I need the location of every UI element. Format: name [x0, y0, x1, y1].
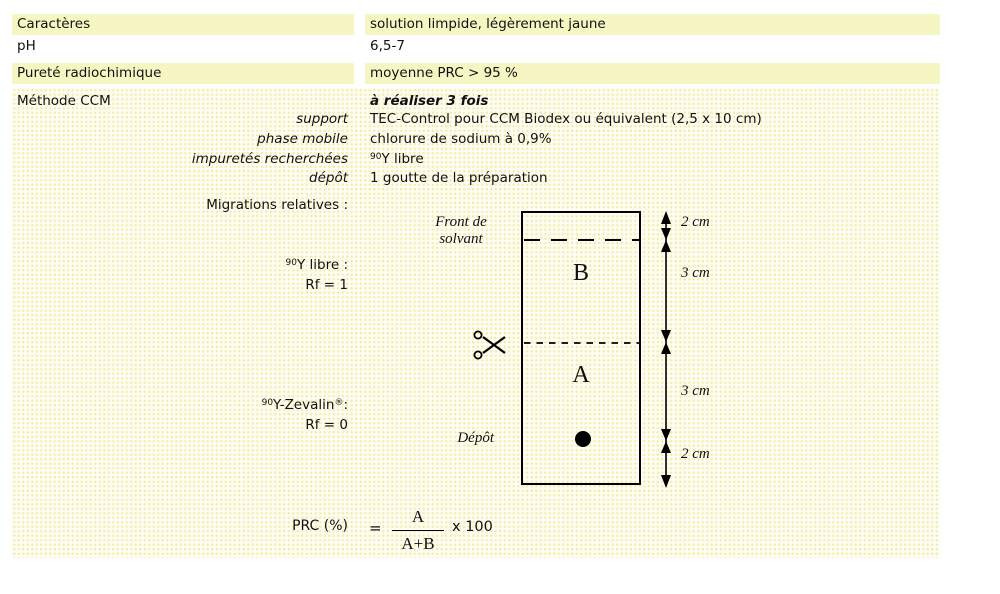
param-value-depot: 1 goutte de la préparation [370, 170, 548, 186]
measure-3cm-lower: 3 cm [681, 383, 710, 399]
y-libre-label [100, 256, 348, 277]
solvent-front-line2: solvant [439, 231, 483, 247]
param-value-support: TEC-Control pour CCM Biodex ou équivalent (2,5 x 10 cm) [370, 111, 762, 127]
measure-3cm-upper: 3 cm [681, 265, 710, 281]
row-purete-value: moyenne PRC > 95 % [365, 63, 940, 84]
param-value-phase-mobile: chlorure de sodium à 0,9% [370, 131, 552, 147]
depot-label: Dépôt [457, 430, 494, 446]
zevalin-colon: : [343, 397, 348, 413]
method-note: à réaliser 3 fois [370, 93, 489, 109]
param-value-impuretes-text: Y libre [381, 151, 424, 167]
param-name-impuretes: impuretés recherchées [191, 151, 348, 167]
zone-a-label: A [572, 362, 590, 388]
row-purete-label: Pureté radiochimique [12, 63, 354, 84]
tlc-strip [521, 211, 641, 485]
param-name-phase-mobile: phase mobile [257, 131, 348, 147]
formula-equals: = [369, 519, 382, 537]
solvent-front-label [424, 214, 498, 248]
measure-2cm-bottom: 2 cm [681, 446, 710, 462]
solvent-front-line1: Front de [435, 214, 487, 230]
registered-mark: ® [334, 398, 344, 408]
param-value-impuretes [370, 150, 424, 171]
measure-2cm-top: 2 cm [681, 214, 710, 230]
formula-label: PRC (%) [292, 518, 348, 534]
formula-numerator: A [411, 507, 425, 526]
isotope-superscript: 90 [261, 398, 274, 408]
row-caracteres-label: Caractères [12, 14, 354, 35]
formula-denominator: A+B [392, 530, 444, 556]
zevalin-rf: Rf = 0 [305, 417, 348, 433]
zevalin-label [100, 396, 348, 417]
formula-multiplier: x 100 [452, 519, 493, 535]
param-name-depot: dépôt [309, 170, 348, 186]
row-ph-value: 6,5-7 [370, 38, 405, 54]
isotope-superscript: 90 [370, 152, 382, 162]
formula-fraction [392, 504, 444, 556]
y-libre-rf: Rf = 1 [305, 277, 348, 293]
zevalin-text: Y-Zevalin [273, 397, 335, 413]
method-label: Méthode CCM [17, 93, 111, 109]
row-ph-label: pH [17, 38, 36, 54]
migrations-label: Migrations relatives : [206, 197, 348, 213]
y-libre-text: Y libre : [296, 257, 348, 273]
row-caracteres-value: solution limpide, légèrement jaune [365, 14, 940, 35]
isotope-superscript: 90 [285, 258, 297, 268]
param-name-support: support [296, 111, 348, 127]
zone-b-label: B [572, 260, 589, 286]
